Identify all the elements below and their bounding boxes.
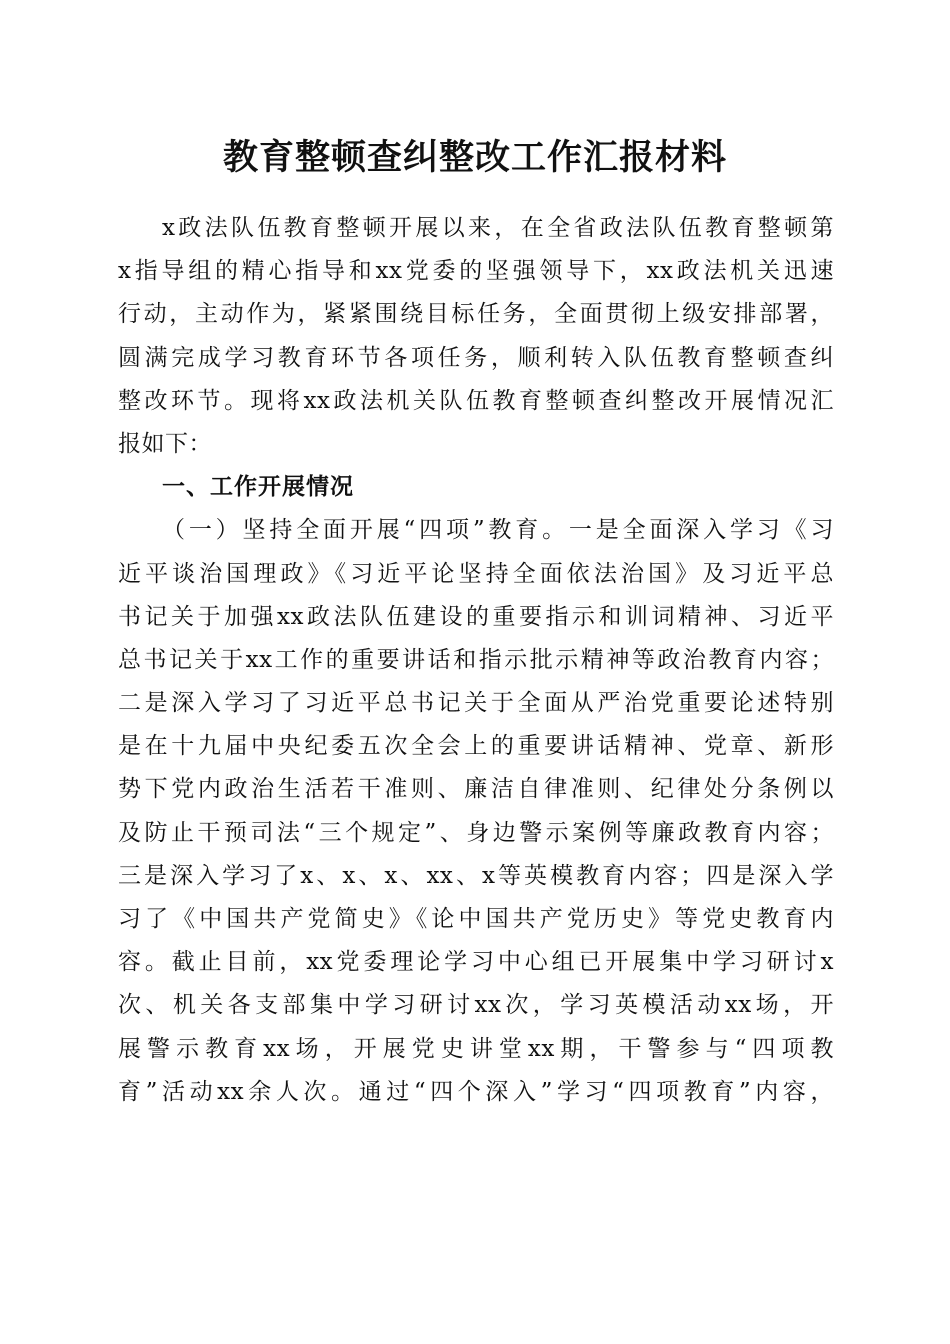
paragraph-line: 整改环节。现将xx政法机关队伍教育整顿查纠整改开展情况汇 (118, 387, 834, 414)
section-heading: 一、工作开展情况 (162, 474, 354, 501)
paragraph-line: 二是深入学习了习近平总书记关于全面从严治党重要论述特别 (118, 690, 834, 717)
paragraph-line: 书记关于加强xx政法队伍建设的重要指示和训词精神、习近平 (118, 603, 834, 630)
paragraph-line: 习了《中国共产党简史》《论中国共产党历史》等党史教育内 (118, 906, 834, 932)
paragraph-line: 容。截止目前，xx党委理论学习中心组已开展集中学习研讨x (118, 949, 834, 976)
paragraph-line: 次、机关各支部集中学习研讨xx次，学习英模活动xx场，开 (118, 992, 834, 1019)
paragraph-line: 总书记关于xx工作的重要讲话和指示批示精神等政治教育内容； (118, 646, 834, 673)
paragraph-line: 势下党内政治生活若干准则、廉洁自律准则、纪律处分条例以 (118, 776, 834, 803)
paragraph-line: 圆满完成学习教育环节各项任务，顺利转入队伍教育整顿查纠 (118, 344, 834, 371)
paragraph-line: 及防止干预司法“三个规定”、身边警示案例等廉政教育内容； (118, 819, 834, 846)
paragraph-line: 近平谈治国理政》《习近平论坚持全面依法治国》及习近平总 (118, 560, 834, 587)
paragraph-line: 是在十九届中央纪委五次全会上的重要讲话精神、党章、新形 (118, 733, 834, 760)
paragraph-line: 行动，主动作为，紧紧围绕目标任务，全面贯彻上级安排部署， (118, 301, 834, 328)
paragraph-line: x指导组的精心指导和xx党委的坚强领导下，xx政法机关迅速 (118, 258, 834, 285)
document-body (118, 207, 834, 1114)
paragraph-line: x政法队伍教育整顿开展以来，在全省政法队伍教育整顿第 (162, 215, 834, 241)
paragraph-line: 展警示教育xx场，开展党史讲堂xx期，干警参与“四项教 (118, 1035, 834, 1062)
paragraph-line: 报如下： (118, 430, 212, 457)
paragraph-line: （一）坚持全面开展“四项”教育。一是全面深入学习《习 (162, 517, 834, 544)
paragraph-line: 三是深入学习了x、x、x、xx、x等英模教育内容；四是深入学 (118, 862, 834, 889)
document-title: 教育整顿查纠整改工作汇报材料 (222, 137, 727, 178)
paragraph-line: 育”活动xx余人次。通过“四个深入”学习“四项教育”内容， (118, 1078, 834, 1105)
